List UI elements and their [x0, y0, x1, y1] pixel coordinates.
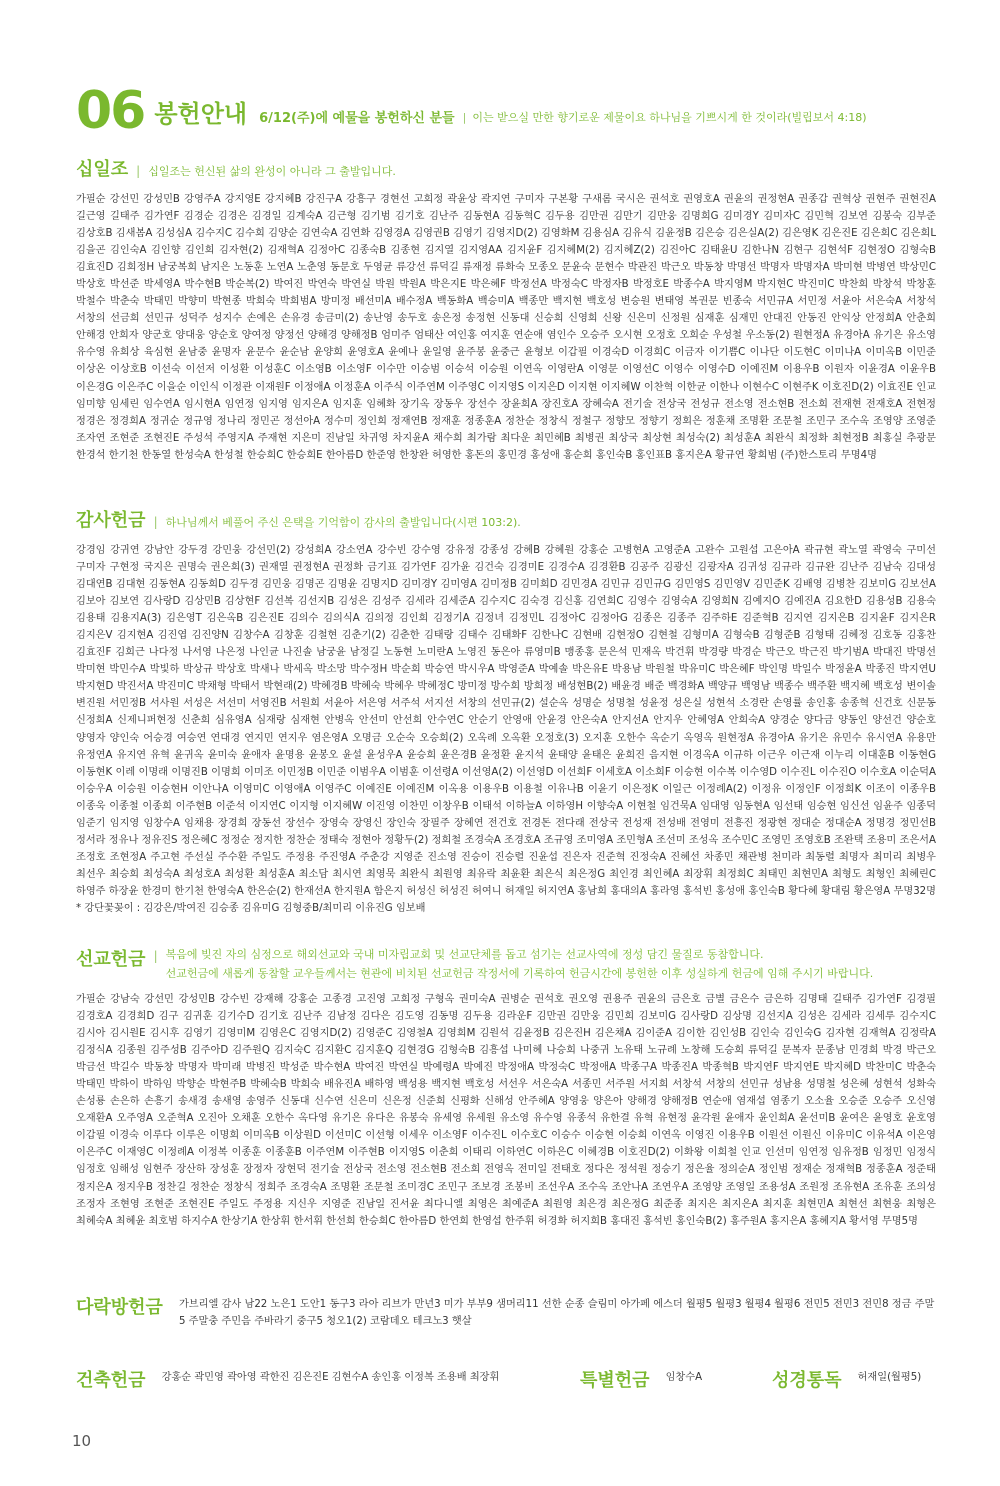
tithe-description: 십일조는 헌신된 삶의 완성이 아니라 그 출발입니다. [148, 165, 396, 178]
offering-date: 6/12(주)에 예물을 봉헌하신 분들 [259, 111, 455, 126]
tithe-names: 가필순 강선민 강성민B 강영주A 강지영E 강지혜B 강진구A 강흥구 경현선 고희정 곽윤상 곽지연 구미자 구본황 구새롬 국시은 권석호 권영호A 권윤의 권정현A 권종갑 권혁상 권현주 권현진A 길근영 길태주 김가연F 김경순 김경은 김경일 김계숙A 김근형 김기범 김기호 김난주 김동현A 김동혁C 김두용 김만권 김만기 김만웅 김명희G 김미경Y 김미자C 김민혁 김보연 김봉숙 김부준 김상호B 김새봄A 김성심A 김수지C 김수희 김양순 김연숙A 김연화 김영경A 김영권B 김영기 김영지D(2) 김영화M 김용심A 김유식 김윤정B 김은승 김은실A(2) 김은영K 김은진E 김은희C 김은희L 김을곤 김인숙A 김인향 김인희 김자현(2) 김재혁A 김정아C 김종숙B 김종현 김지열 김지영AA 김지윤F 김지혜M(2) 김지혜Z(2) 김진아C 김태윤U 김한나N 김현구 김현석F 김현정O 김형숙B 김효진D 김희정H 남궁복희 남지은 노동훈 노연A 노춘영 동문호 두영균 류강선 류덕길 류재정 류화숙 모종오 문윤숙 문현수 박관진 박근오 박동창 박명선 박명자 박명자A 박미현 박병연 박상민C 박상호 박선준 박세영A 박수현B 박순복(2) 박여진 박연숙 박연실 박원 박원A 박은지E 박은혜F 박정선A 박정숙C 박정자B 박정호E 박종수A 박지영M 박지현C 박진미C 박찬희 박창석 박창훈 박철수 박춘숙 박태민 박향미 박현종 박희숙 박희범A 방미정 배선미A 배수정A 백동화A 백승미A 백종만 백지현 백호성 변승원 변태영 복권문 빈종숙 서민규A 서민정 서윤아 서은숙A 서창석 서창의 선금희 선민규 성덕주 성지수 손예은 손유경 송금미(2) 송난영 송두호 송은정 송정현 신동대 신승희 신영희 신왕 신은미 신정원 심재훈 심재민 안대진 안동진 안익상 안정희A 안춘희 안해경 안희자 양군호 양대웅 양순호 양여정 양정선 양해경 양해정B 엄미주 엄태산 여인홍 여지훈 연순애 염인수 오승주 오시현 오정호 오희순 우성철 우소동(2) 원현정A 유경아A 유기은 유소영 유수영 유희상 육심현 윤남중 윤명자 윤문수 윤순남 윤양희 윤영호A 윤예나 윤일영 윤주봉 윤중근 윤형보 이갑필 이경숙D 이경희C 이금자 이기쁨C 이나단 이도현C 이미나A 이미옥B 이민준 이상온 이상호B 이선숙 이선저 이성환 이성훈C 이소영B 이소영F 이수만 이승범 이승석 이승원 이연옥 이영란A 이영문 이영선C 이영수 이영수D 이예진M 이용우B 이원자 이윤경A 이윤우B 이은경G 이은주C 이을순 이인식 이정관 이재원F 이정애A 이정훈A 이주식 이주연M 이주영C 이지영S 이지은D 이지현 이지혜W 이찬혁 이한균 이한나 이현수C 이현주K 이호진D(2) 이효진E 인교 임미향 임세린 임수연A 임시현A 임연정 임지영 임지은A 임지훈 임혜화 장기옥 장동우 장선수 장윤희A 장진호A 장혜숙A 전기술 전상국 전성규 전소영 전소현B 전소희 전재현 전재호A 전현정 정경은 정경희A 정귀순 정규영 정나리 정민곤 정선아A 정수미 정인희 정재연B 정재훈 정종훈A 정찬순 정창식 정철구 정향모 정향기 정회은 정훈채 조명환 조문철 조민구 조수옥 조영양 조영준 조자연 조현준 조현진E 주성석 주영지A 주재현 지은미 진남일 차귀영 차지윤A 채수희 최가람 최다운 최민혜B 최병권 최상국 최상현 최성숙(2) 최성훈A 최완식 최정화 최현정B 최홍실 추광문 한경석 한기천 한동열 한성숙A 한성철 한승희C 한승희E 한아름D 한준영 한창완 허영한 홍돈의 홍민경 홍성애 홍순희 홍인숙B 홍인표B 홍지은A 황규연 황희범 (주)한스토리 무명4명 [76, 194, 936, 461]
mission-names: 가필순 강남숙 강선민 강성민B 강수빈 강재해 강홍순 고종경 고진영 고희정 구형옥 권미숙A 권병순 권석호 권오영 권용주 권윤의 금은호 금별 금은수 금은하 김명태 길태주 김가연F 김경필 김경호A 김경희D 김구 김귀훈 김기수D 김기호 김난주 김남정 김다은 김도영 김동명 김두용 김라운F 김만권 김만웅 김민희 김보미G 김사랑D 김상명 김선지A 김성은 김세라 김세루 김수지C 김시아 김시원E 김시후 김영기 김영미M 김영은C 김영지D(2) 김영준C 김영철A 김영희M 김원석 김윤정B 김은진H 김은채A 김이준A 김이한 김인성B 김인숙 김인숙G 김자현 김재혁A 김정락A 김정식A 김종원 김주성B 김주아D 김주원Q 김지숙C 김지환C 김지훈Q 김현경G 김형숙B 김흥섭 나미혜 나승희 나중귀 노유태 노규례 노창해 도승희 류덕길 문복자 문종남 민경희 박경 박근오 박금선 박길수 박동창 박명자 박미래 박병진 박성준 박수현A 박여진 박연실 박예령A 박예진 박정애A 박정숙C 박정애A 박종구A 박종진A 박종혁B 박지연F 박지연E 박지혜D 박찬미C 박춘숙 박태민 박하이 박하임 박향순 박현주B 박혜숙B 박희숙 배유진A 배하영 백성용 백지현 백호성 서선우 서은숙A 서종민 서주원 서지희 서창석 서창의 선민규 성남용 성명철 성은혜 성현석 성화숙 손성룡 손은하 손흥기 송새경 송새영 송영주 신동대 신수연 신은미 신은정 신준희 신평화 신해성 안주혜A 양영웅 양은아 양해경 양해정B 연순애 염재섭 염종기 오소율 오승준 오승주 오신영 오재환A 오주영A 오준혁A 오진아 오채훈 오한수 옥다영 유기은 유다은 유봉숙 유세영 유세원 유소영 유수영 유종석 유한결 유혁 유현정 윤각원 윤애자 윤인희A 윤선미B 윤여은 윤영호 윤호영 이갑필 이경숙 이루다 이루은 이명희 이미옥B 이상원D 이선미C 이선형 이세우 이소영F 이수진L 이수호C 이승수 이승현 이승희 이연옥 이영진 이용우B 이원선 이원신 이유미C 이유석A 이은영 이은주C 이재영C 이정례A 이정복 이종훈 이종훈B 이주연M 이주현B 이지영S 이춘희 이태리 이하연C 이하은C 이혜경B 이호진D(2) 이화왕 이희철 인교 인선미 임연정 임유정B 임정민 임정식 임정호 임해성 임현주 장산하 장성훈 장정자 장현덕 전기술 전상국 전소영 전소현B 전소희 전영옥 전미일 전태호 정다은 정석원 정승기 정은율 정의순A 정인범 정재순 정재혁B 정종훈A 정준태 정지은A 정지우B 정찬길 정찬순 정창식 정희주 조경숙A 조명환 조문철 조미경C 조민구 조보경 조봉비 조선우A 조수옥 조안나A 조연우A 조영양 조영일 조용성A 조원정 조유현A 조유훈 조의성 조정자 조현영 조현준 조현진E 주일도 주정용 지신우 지영준 진남일 진서윤 최다니엘 최영은 최예준A 최원영 최은경 최은정G 최준종 최지은 최지은A 최지훈 최현민A 최현선 최현웅 최형은 최혜숙A 최혜윤 최호범 하지수A 한상기A 한상휘 한서휘 한선희 한승희C 한아름D 한연희 한영섭 한주휘 허경화 허지희B 홍대진 홍석빈 홍인숙B(2) 홍주원A 홍지은A 홍혜지A 황서영 무명5명 [76, 994, 936, 1227]
thanks-description: 하나님께서 베풀어 주신 은택을 기억함이 감사의 출발입니다(시편 103:2). [165, 516, 521, 529]
building-names: 강홍순 곽민영 곽아영 곽한진 김은진E 김현수A 송인홍 이정복 조용배 최장휘 [161, 1372, 500, 1383]
mission-desc-line1: 복음에 빚진 자의 심정으로 해외선교와 국내 미자립교회 및 선교단체를 돕고 섬기는 선교사역에 정성 담긴 물질로 동참합니다. [165, 948, 764, 961]
tithe-title: 십일조 [76, 159, 129, 180]
mission-description [166, 945, 874, 983]
thanks-names-list: 강경임 강귀연 강남안 강두경 강민웅 강선민(2) 강성희A 강소연A 강수빈 강수영 강유정 강종성 강혜B 강혜원 강홍순 고병현A 고영준A 고완수 고원섭 고은아A 곽규현 곽노열 곽영숙 구미선 구미자 구현정 국지은 권명숙 권은희(3) 권재열 권정현A 권정화 금기표 김가연F 김가윤 김건숙 김경미E 김경수A 김경환B 김공주 김광신 김광자A 김귀성 김규라 김규완 김난주 김남숙 김대성 김대연B 김대현 김동현A 김동희D 김두경 김민웅 김명곤 김명윤 김명지D 김미경Y 김미영A 김미정B 김미희D 김민경A 김민규 김민규G 김민영S 김민영V 김민준K 김배영 김병찬 김보미G 김보선A 김보아 김보연 김사랑D 김상민B 김상현F 김선복 김선지B 김성은 김성주 김세라 김세준A 김수지C 김숙경 김신홍 김연희C 김영수 김영숙A 김영희N 김예지O 김예진A 김요한D 김용성B 김용숙 김용태 김용지A(3) 김은영T 김은옥B 김은진E 김의수 김의식A 김의정 김인희 김정기A 김정녀 김정민L 김정아C 김정아G 김종은 김종주 김주하E 김준혁B 김지연 김지은B 김지윤F 김지은R 김지은V 김지현A 김진엽 김진양N 김창수A 김창훈 김철현 김춘기(2) 김춘한 김태랑 김태수 김태화F 김한나C 김현배 김현정O 김현철 김형미A 김형숙B 김형준B 김형태 김혜정 김호동 김홍찬 김효진F 김희근 나다정 나서영 나은정 나인균 나진솔 남궁윤 남정길 노동현 노미란A 노영진 동은아 류영미B 맹종홍 문은석 민재옥 박건휘 박경량 박경순 박근오 박근진 박기범A 박대진 박명선 박미현 박민수A 박빛하 박상규 박상호 박새나 박세옥 박소망 박수정H 박순희 박승연 박시우A 박영준A 박예솔 박은유E 박용남 박원철 박유미C 박은혜F 박인명 박일수 박정윤A 박종진 박지연U 박지현D 박진서A 박진미C 박채형 박태서 박현래(2) 박혜경B 박혜숙 박혜우 박혜정C 방미정 방수희 방희정 배성현B(2) 배윤경 배준 백경화A 백양규 백영남 백종수 백주환 백지혜 백호성 변이솔 변진원 서민정B 서사원 서성은 서선미 서영진B 서원희 서윤아 서은영 서주석 서지선 서창의 선민규(2) 설순옥 성명순 성명철 성윤정 성은실 성현석 소경란 손영률 송인홍 송종혁 신건호 신문동 신정희A 신제니퍼현정 신춘희 심유영A 심재랑 심재현 안병옥 안선미 안선희 안수연C 안순기 안영애 안윤경 안은숙A 안지선A 안지우 안혜영A 안희숙A 양경순 양다금 양동인 양선건 양순호 양영자 양인숙 어승경 여승연 연대경 연지민 연지우 염은영A 오명금 오순숙 오승희(2) 오옥례 오옥환 오정호(3) 오지훈 오한수 옥순기 옥영옥 원현정A 유경아A 유기은 유민수 유시연A 유용만 유정연A 유지연 유혁 윤귀옥 윤미숙 윤애자 윤명용 윤봉오 윤설 윤성우A 윤승희 윤은경B 윤정환 윤지석 윤태양 윤태은 윤희진 음지현 이경옥A 이규하 이근우 이근재 이누리 이대훈B 이동현G 이동현K 이레 이명래 이명진B 이명희 이미조 이민정B 이민준 이범우A 이범훈 이선령A 이선영A(2) 이선영D 이선희F 이세호A 이소희F 이승현 이수복 이수영D 이수진L 이수진O 이수호A 이순덕A 이승우A 이승원 이승현H 이안나A 이영미C 이영애A 이영주C 이예진E 이예진M 이옥용 이용우B 이용철 이유나B 이윤기 이은정K 이일근 이정례A(2) 이정유 이정인F 이정희K 이조이 이종우B 이종욱 이종철 이종희 이주현B 이준석 이지연C 이지형 이지혜W 이진영 이찬민 이창우B 이태석 이하늘A 이하영H 이향숙A 이현철 임건묵A 임대영 임동현A 임선태 임승현 임신선 임윤주 임종덕 임준기 임지영 임창수A 임채용 장경희 장동선 장선수 장영숙 장영신 장인숙 장필주 장혜연 전건호 전경돈 전다래 전상국 전성재 전성배 전영미 전흥진 정광현 정대순 정대순A 정명경 정민선B 정서라 정유나 정유진S 정은혜C 정정순 정지한 정찬순 정태숙 정현아 정황두(2) 정희철 조경숙A 조경호A 조규영 조미영A 조민형A 조선미 조성옥 조수민C 조영민 조영호B 조완택 조용미 조은서A 조정호 조현정A 주고현 주선실 주수환 주일도 주정용 주진영A 주춘강 지영준 진소영 진승이 진승렬 진윤섭 진은자 진준혁 진정숙A 진혜선 차종민 채관병 천미라 최동렬 최명자 최미리 최병우 최선우 최승희 최성숙A 최성호A 최성환 최성훈A 최소담 최시연 최영묵 최완식 최원영 최유락 최윤환 최은식 최은정G 최인경 최인혜A 최장휘 최정희C 최태민 최현민A 최형도 최형인 최혜린C 하영주 하장윤 한경미 한기천 한영숙A 한은순(2) 한재선A 한지원A 함은지 허성신 허성진 허여니 허재일 허지연A 홍남희 홍대의A 홍라영 홍석빈 홍성애 홍인숙B 황다혜 황대림 황은영A 무명32명 [76, 545, 937, 897]
building-title: 건축헌금 [76, 1370, 146, 1391]
special-names: 임창수A [665, 1372, 703, 1383]
special-title: 특별헌금 [580, 1370, 650, 1391]
darak-section [76, 1293, 936, 1330]
header-verse-text: 이는 받으실 만한 향기로운 제물이요 하나님을 기쁘시게 한 것이라(빌립보서 4:18) [472, 111, 867, 124]
special-section [580, 1366, 702, 1392]
bible-section [772, 1366, 921, 1392]
thanks-title: 감사헌금 [76, 510, 146, 531]
page-number: 10 [72, 1432, 92, 1450]
darak-title: 다락방헌금 [76, 1297, 163, 1318]
section-number: 06 [76, 81, 145, 141]
mission-section [76, 945, 936, 1230]
darak-names: 가브리엘 감사 남22 노은1 도안1 동구3 라아 리브가 만년3 미가 부부9 샘머리11 선한 순종 슬림미 아가페 에스더 월평5 월평3 월평4 월평6 전민5 전민3 전민8 정금 주말5 주말충 주민음 주바라기 중구5 청오1(2) 코람데오 테크노3 햇살 [178, 1299, 935, 1327]
building-section [76, 1366, 499, 1392]
divider: | [462, 111, 467, 124]
bible-names: 허재일(월평5) [857, 1372, 922, 1383]
header-verse [463, 109, 867, 125]
bible-title: 성경통독 [772, 1370, 842, 1391]
divider: | [153, 949, 158, 963]
divider: | [153, 515, 158, 529]
thanks-section [76, 506, 936, 917]
thanks-names [76, 542, 936, 917]
page-title: 봉헌안내 [154, 100, 248, 128]
divider: | [136, 164, 141, 178]
flower-note: * 강단꽃꽂이 : 김강은/박여진 김승종 김유미G 김형중B/최미리 이유진G 임보배 [76, 902, 426, 914]
tithe-section [76, 155, 936, 464]
mission-desc-line2: 선교헌금에 새롭게 동참할 교우들께서는 현관에 비치된 선교헌금 작정서에 기록하여 헌금시간에 봉헌한 이후 성실하게 헌금에 임해 주시기 바랍니다. [165, 967, 874, 980]
mission-title: 선교헌금 [76, 949, 146, 970]
page-header [76, 75, 976, 141]
